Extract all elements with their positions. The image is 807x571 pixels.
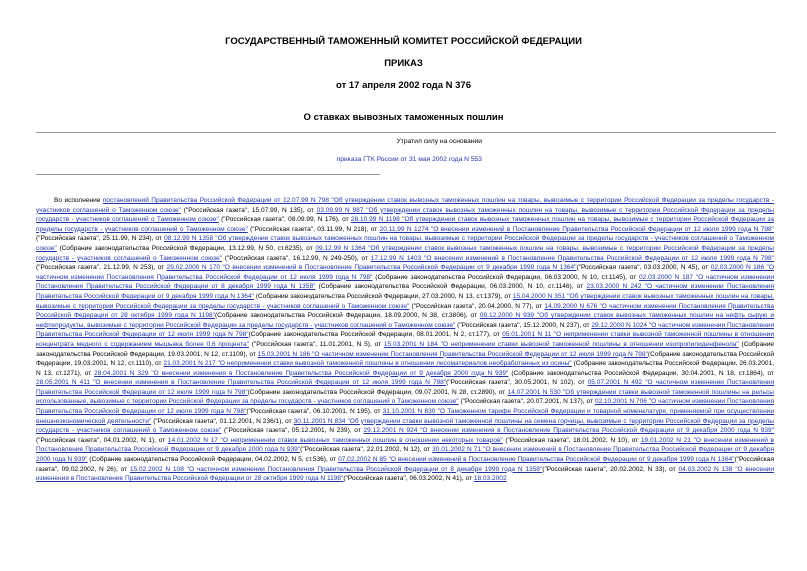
- decree-reference-link[interactable]: 03.09.99 N 987: [316, 206, 364, 214]
- decree-reference-link[interactable]: 28.05.2001 N 411 "О внесении изменения в Постановление Правительства Российской Федерации от 12 июля 1999 года N 798": [36, 379, 447, 387]
- decree-reference-link[interactable]: 15.03.2001 N 186 "О частичном изменении Постановления Правительства Российской Федерации от 12 июля 1999 года N 798": [257, 350, 648, 358]
- body-text-segment: (Собрание законодательства Российской Федерации, 26.03.2001, N 13, ст.1271), от: [36, 360, 774, 377]
- decree-reference-link[interactable]: 31.10.2001 N 830 "О Таможенном тарифе Российской Федерации и товарной номенклатуре, применяемой при осуществлении внешнеэкономической деятельности": [36, 408, 774, 425]
- decree-reference-link[interactable]: 20.11.99 N 1274 "О внесении изменений в Постановление Правительства Российской Федерации от 12 июля 1999 года N 798": [379, 225, 774, 233]
- body-text-segment: (Собрание законодательства Российской Федерации, 08.01.2001, N 2, ст.177), от: [248, 331, 503, 339]
- body-text-segment: ("Российская газета", 20.04.2000, N 77), от: [409, 302, 545, 310]
- body-text-segment: Во исполнение: [54, 197, 103, 204]
- decree-reference-link[interactable]: 14.01.2002 N 17 "О неприменении ставок вывозных таможенных пошлин в отношении некоторых товаров": [167, 436, 503, 444]
- lost-force-label: Утратил силу на основании: [396, 138, 482, 145]
- decree-reference-link[interactable]: 02.10.2001 N 706 "О частичном изменении Постановления Правительства Российской Федерации от 12 июля 1999 года N 798": [36, 398, 774, 416]
- decree-reference-link[interactable]: 02.03.2000 N 187 "О частичном изменении Постановления Правительства Российской Федерации от 8 декабря 1999 года N 1358": [36, 273, 774, 291]
- decree-reference-link[interactable]: "Об утверждении ставок вывозных таможенных пошлин на товары, вывозимые с территории Российской Федерации за пределы государств - участников соглашений о Таможенном союзе": [36, 206, 774, 224]
- body-text-segment: (Собрание законодательства Российской Федерации, 13.12.99, N 50, ст.6235), от: [56, 244, 316, 252]
- body-text-segment: ("Российская газета", 15.07.99, N 135), от: [180, 206, 317, 214]
- document-body: [36, 196, 774, 484]
- body-text-segment: ("Российская газета", 06.10.2001, N 195), от: [246, 408, 383, 416]
- body-text-segment: ("Российская газета", 20.07.2001, N 137), от: [458, 398, 595, 406]
- body-text-segment: ("Российская газета", 15.12.2000, N 237), от: [455, 321, 592, 329]
- lost-force-link[interactable]: приказа ГТК России от 31 мая 2002 года N 553: [336, 156, 482, 163]
- body-text-segment: ("Российская газета", 08.09.99, N 176), от: [218, 216, 351, 224]
- body-text-segment: ("Российская газета", 05.12.2001, N 239), от: [221, 427, 364, 435]
- decree-reference-link[interactable]: 17.12.99 N 1403 "О внесении изменений в Постановление Правительства Российской Федерации от 12 июля 1999 года N 798": [370, 254, 774, 262]
- body-text-segment: ("Российская газета", 03.03.2000, N 45), от: [576, 264, 711, 272]
- decree-reference-link[interactable]: 30.01.2002 N 71 "О внесении изменений в Постановление Правительства Российской Федерации от 9 декабря 2000 года N 939": [36, 446, 775, 464]
- document-type: ПРИКАЗ: [384, 58, 423, 69]
- decree-reference-link[interactable]: 15.04.2000 N 351 "Об утверждении ставок вывозных таможенных пошлин на товары, вывозимые с территории Российской Федерации за пределы государств - участников соглашений о Таможенном союзе": [36, 292, 774, 310]
- decree-reference-link[interactable]: 05.07.2001 N 492 "О частичном изменении Постановления Правительства Российской Федерации от 12 июля 1999 года N 798": [36, 379, 775, 396]
- decree-reference-link[interactable]: 08.12.99 N 1358 "Об утверждении ставок вывозных таможенных пошлин на товары, вывозимые с территории Российской Федерации за пределы государств - участников соглашений о Таможенном союзе": [36, 235, 774, 252]
- decree-reference-link[interactable]: 02.03.2000 N 186 "О частичном изменении Постановления Правительства Российской Федерации от 12 июля 1999 года N 798": [36, 264, 774, 281]
- decree-reference-link[interactable]: 14.09.2000 N 676 "О частичном изменении Постановления Правительства Российской Федерации от 28 октября 1999 года N 1198": [36, 302, 774, 320]
- body-text-segment: (Собрание законодательства Российской Федерации, 06.03.2000, N 10, ст.1146), от: [315, 283, 587, 291]
- decree-reference-link[interactable]: 09.12.99 N 1364 "Об утверждении ставок вывозных таможенных пошлин на товары, вывозимые с территории Российской Федерации за пределы государств - участников соглашений о Таможенном союзе": [36, 244, 774, 262]
- decree-reference-link[interactable]: 29.12.2001 N 924 "О внесении изменения в Постановление Правительства Российской Федерации от 9 декабря 2000 года N 939": [363, 427, 774, 435]
- document-title: О ставках вывозных таможенных пошлин: [303, 112, 504, 123]
- body-text-segment: ("Российская газета", 18.01.2002, N 10), от: [502, 436, 641, 444]
- decree-reference-link[interactable]: 28.10.99 N 1198 "Об утверждении ставок вывозных таможенных пошлин на товары, вывозимые с территории Российской Федерации за пределы государств - участников соглашений о Таможенном союзе": [36, 216, 774, 233]
- decree-reference-link[interactable]: 30.11.2001 N 834 "Об утверждении ставки вывозной таможенной пошлины на семена горчицы, вывозимые с территории Российской Федерации за пределы государств - участников соглашений о Таможенном союзе": [36, 417, 774, 435]
- body-text-segment: (Собрание законодательства Российской Федерации, 04.02.2002, N 5, ст.536), от: [87, 456, 339, 464]
- body-text-segment: ("Российская газета", 11.01.2001, N 5), от: [249, 340, 384, 348]
- body-text-segment: ("Российская газета", 25.11.99, N 234), от: [36, 235, 165, 243]
- decree-reference-link[interactable]: 14.07.2001 N 530 "Об утверждении ставки вывозной таможенной пошлины на рельсы использованные, вывозимые с территории Российской Федерации за пределы государств - участников соглашений о Таможенном союзе": [36, 388, 774, 406]
- body-text-segment: ("Российская газета", 06.03.2002, N 41), от: [343, 475, 474, 483]
- decree-reference-link[interactable]: 28.04.2001 N 329 "О внесении изменения в Постановление Правительства Российской Федерации от 9 декабря 2000 года N 939": [94, 369, 509, 377]
- body-text-segment: ("Российская газета", 16.12.99, N 249-250), от: [221, 254, 371, 262]
- body-text-segment: (Собрание законодательства Российской Федерации, 19.03.2001, N 12, ст.1110), от: [36, 350, 774, 368]
- body-text-segment: ("Российская газета", 09.02.2002, N 26), от: [36, 456, 774, 473]
- decree-reference-link[interactable]: 19.01.2002 N 21 "О внесении изменений в Постановление Правительства Российской Федерации от 9 декабря 2000 года N 939": [36, 436, 774, 454]
- decree-reference-link[interactable]: 05.01.2001 N 11 "О неприменении ставки вывозной таможенной пошлины в отношении концентрата медного с содержанием мышьяка более 0,6 процента": [36, 331, 774, 348]
- body-text-segment: ("Российская газета", 21.12.99, N 253), от: [36, 264, 167, 272]
- body-text-segment: (Собрание законодательства Российской Федерации, 06.03.2000, N 10, ст.1145), от: [372, 273, 640, 281]
- decree-reference-link[interactable]: 21.03.2001 N 217 "О неприменении ставки вывозной таможенной пошлины в отношении лесоматериалов необработанных из осины": [163, 360, 572, 368]
- decree-reference-link[interactable]: 15.03.2001 N 184 "О неприменении ставки вывозной таможенной пошлины в отношении изопропилиденфенола": [383, 340, 739, 348]
- body-text-segment: ("Российская газета", 20.02.2002, N 33), от: [542, 465, 679, 473]
- body-text-segment: ("Российская газета", 03.11.99, N 218), от: [247, 225, 380, 233]
- decree-reference-link[interactable]: 29.02.2000 N 170 "О внесении изменений в Постановление Правительства Российской Федерации от 9 декабря 1999 года N 1364": [166, 264, 577, 272]
- body-text-segment: ("Российская газета", 30.05.2001, N 102), от: [446, 379, 588, 387]
- body-text-segment: (Собрание законодательства Российской Федерации, 27.03.2000, N 13, ст.1379), от: [253, 292, 513, 300]
- decree-reference-link[interactable]: 18.03.2002: [473, 475, 507, 483]
- body-text-segment: (Собрание законодательства Российской Федерации, 18.09.2000, N 38, ст.3806), от: [214, 312, 480, 320]
- document-date-number: от 17 апреля 2002 года N 376: [336, 80, 471, 91]
- body-text-segment: (Собрание законодательства Российской Федерации, 30.04.2001, N 18, ст.1864), от: [508, 369, 774, 377]
- decree-reference-link[interactable]: 23.03.2000 N 242 "О частичном изменении Постановления Правительства Российской Федерации от 9 декабря 1999 года N 1364": [36, 283, 775, 300]
- body-text-segment: ("Российская газета", 01.12.2001, N 236/1), от: [151, 417, 294, 425]
- decree-reference-link[interactable]: 09.12.2000 N 939 "Об утверждении ставок вывозных таможенных пошлин на нефть сырую и нефтепродукты, вывозимые с территории Российской Федерации за пределы государств - участников соглашений о Таможенном союзе": [36, 312, 774, 329]
- body-text-segment: ("Российская газета", 04.01.2002, N 1), от: [36, 436, 168, 444]
- body-text-segment: ("Российская газета", 22.01.2002, N 12), от: [300, 446, 433, 454]
- decree-reference-link[interactable]: постановлений Правительства Российской Федерации от 12.07.99 N 798: [102, 197, 329, 204]
- decree-reference-link[interactable]: 04.03.2002 N 138 "О внесении изменения в Постановление Правительства Российской Федерации от 28 октября 1999 года N 1198": [36, 465, 775, 483]
- header-divider: [36, 132, 776, 133]
- body-text-segment: (Собрание законодательства Российской Федерации, 09.07.2001, N 28, ст.2890), от: [247, 388, 508, 396]
- body-text-segment: (Собрание законодательства Российской Федерации, 19.03.2001, N 12, ст.1109), от: [36, 340, 775, 358]
- lost-force-divider: [36, 174, 380, 175]
- issuing-authority: ГОСУДАРСТВЕННЫЙ ТАМОЖЕННЫЙ КОМИТЕТ РОССИЙСКОЙ ФЕДЕРАЦИИ: [225, 36, 582, 47]
- decree-reference-link[interactable]: 07.02.2002 N 85 "О внесении изменений в Постановление Правительства Российской Федерации от 9 декабря 1999 года N 1364": [338, 456, 735, 464]
- decree-reference-link[interactable]: "Об утверждении ставок вывозных таможенных пошлин на товары, вывозимые с территории Российской Федерации за пределы государств - участников соглашений о Таможенном союзе": [36, 197, 774, 214]
- decree-reference-link[interactable]: 29.12.2000 N 1024 "О частичном изменении Постановления Правительства Российской Федерации от 12 июля 1999 года N 798": [36, 321, 775, 339]
- decree-reference-link[interactable]: 15.02.2002 N 108 "О частичном изменении Постановления Правительства Российской Федерации от 8 декабря 1999 года N 1358": [129, 465, 543, 473]
